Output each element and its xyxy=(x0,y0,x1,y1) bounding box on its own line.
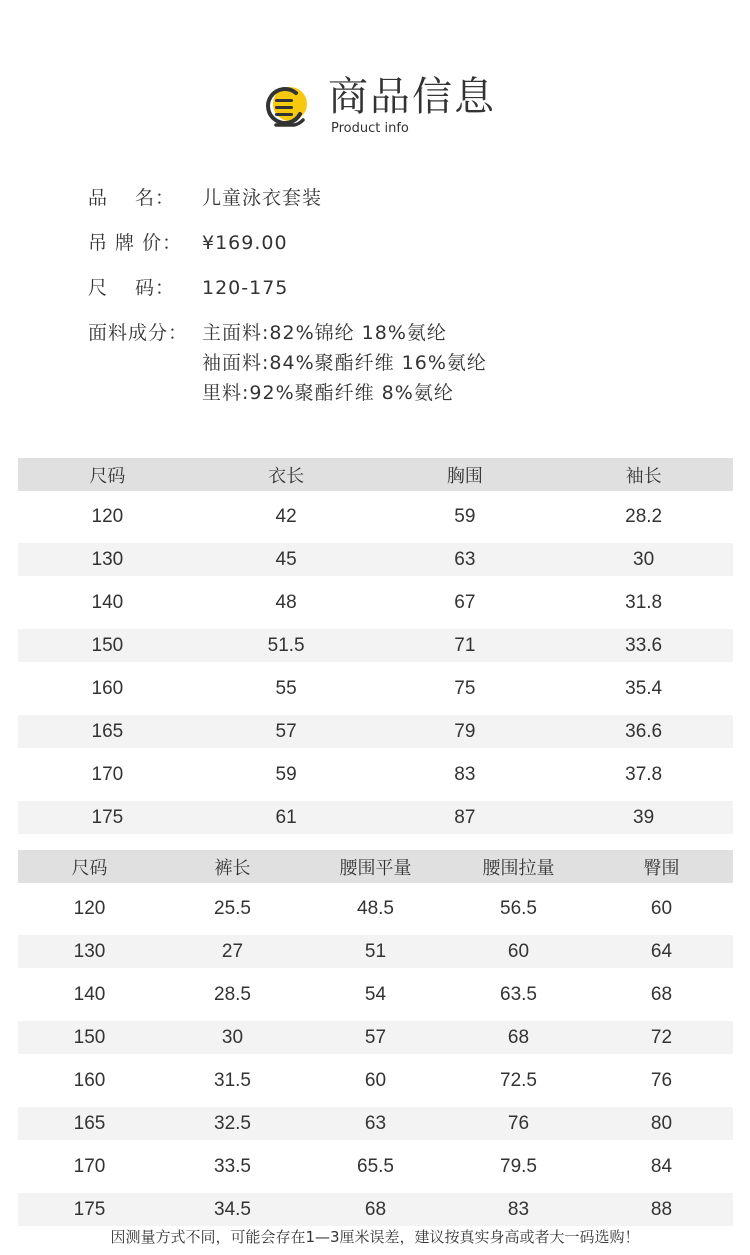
table-cell: 63 xyxy=(364,1112,387,1134)
table-cell: 39 xyxy=(633,806,655,828)
table-cell: 68 xyxy=(507,1026,530,1048)
page-subtitle: Product info xyxy=(331,121,409,136)
table-cell: 54 xyxy=(364,983,387,1005)
info-label: 品 名： xyxy=(88,187,176,209)
table-row xyxy=(18,715,733,748)
info-value-line: 120-175 xyxy=(202,277,289,299)
column-header: 尺码 xyxy=(89,465,126,487)
info-label: 面料成分： xyxy=(88,322,189,344)
table-cell: 160 xyxy=(91,677,124,699)
table-cell: 80 xyxy=(650,1112,673,1134)
table-cell: 55 xyxy=(275,677,297,699)
info-row xyxy=(88,318,688,408)
table-cell: 33.5 xyxy=(214,1155,251,1177)
table-cell: 170 xyxy=(91,763,124,785)
table-cell: 84 xyxy=(650,1155,673,1177)
table-cell: 65.5 xyxy=(357,1155,394,1177)
table-cell: 76 xyxy=(650,1069,673,1091)
table-cell: 48 xyxy=(275,591,297,613)
table-cell: 72.5 xyxy=(500,1069,537,1091)
table-cell: 57 xyxy=(275,720,297,742)
column-header: 腰围平量 xyxy=(339,857,412,879)
table-cell: 79 xyxy=(454,720,476,742)
table-cell: 42 xyxy=(275,505,297,527)
table-row xyxy=(18,629,733,662)
table-cell: 57 xyxy=(364,1026,387,1048)
table-cell: 175 xyxy=(73,1198,106,1220)
table-cell: 31.8 xyxy=(625,591,663,613)
table-cell: 63 xyxy=(454,548,476,570)
table-row xyxy=(18,935,733,968)
table-cell: 120 xyxy=(73,897,106,919)
column-header: 尺码 xyxy=(71,857,108,879)
table-row xyxy=(18,543,733,576)
table-cell: 56.5 xyxy=(500,897,537,919)
table-cell: 68 xyxy=(650,983,673,1005)
table-cell: 140 xyxy=(73,983,106,1005)
info-row xyxy=(88,273,688,303)
column-header: 臀围 xyxy=(643,857,680,879)
table-cell: 61 xyxy=(275,806,297,828)
table-cell: 51.5 xyxy=(267,634,305,656)
info-value xyxy=(202,318,487,408)
table-cell: 60 xyxy=(507,940,530,962)
info-value-line: 袖面料:84%聚酯纤维 16%氨纶 xyxy=(202,352,487,374)
info-value xyxy=(202,183,322,213)
table-cell: 37.8 xyxy=(625,763,663,785)
table-cell: 130 xyxy=(73,940,106,962)
table-row xyxy=(18,887,733,930)
product-info xyxy=(88,183,688,423)
table-cell: 83 xyxy=(454,763,476,785)
table-row xyxy=(18,495,733,538)
table-cell: 76 xyxy=(507,1112,530,1134)
table-cell: 165 xyxy=(91,720,124,742)
table-cell: 36.6 xyxy=(625,720,663,742)
info-label: 吊 牌 价： xyxy=(88,232,183,254)
table-cell: 45 xyxy=(275,548,297,570)
info-row xyxy=(88,228,688,258)
table-cell: 67 xyxy=(454,591,476,613)
column-header: 袖长 xyxy=(625,465,662,487)
info-value-line: 主面料:82%锦纶 18%氨纶 xyxy=(202,322,447,344)
table-row xyxy=(18,1107,733,1140)
table-cell: 130 xyxy=(91,548,124,570)
table-cell: 30 xyxy=(221,1026,244,1048)
table-cell: 33.6 xyxy=(625,634,663,656)
table-cell: 64 xyxy=(650,940,673,962)
table-cell: 25.5 xyxy=(214,897,251,919)
table-cell: 48.5 xyxy=(357,897,394,919)
table-row xyxy=(18,753,733,796)
table-row xyxy=(18,1145,733,1188)
info-value-line: ¥169.00 xyxy=(202,232,288,254)
size-footnote: 因测量方式不同，可能会存在1—3厘米误差，建议按真实身高或者大一码选购！ xyxy=(110,1228,640,1246)
table-cell: 170 xyxy=(73,1155,106,1177)
table-row xyxy=(18,1193,733,1226)
table-cell: 175 xyxy=(91,806,124,828)
table-cell: 51 xyxy=(364,940,387,962)
info-value-line: 儿童泳衣套装 xyxy=(202,187,323,209)
table-cell: 59 xyxy=(275,763,297,785)
table-row xyxy=(18,801,733,834)
table-cell: 71 xyxy=(454,634,476,656)
table-row xyxy=(18,973,733,1016)
table-cell: 160 xyxy=(73,1069,106,1091)
table-cell: 150 xyxy=(73,1026,106,1048)
bottom-size-table xyxy=(18,850,733,1231)
table-cell: 68 xyxy=(364,1198,387,1220)
table-cell: 35.4 xyxy=(625,677,663,699)
table-row xyxy=(18,667,733,710)
table-row xyxy=(18,1059,733,1102)
table-row xyxy=(18,1021,733,1054)
table-cell: 79.5 xyxy=(500,1155,537,1177)
column-header: 胸围 xyxy=(446,465,483,487)
table-cell: 165 xyxy=(73,1112,106,1134)
table-cell: 75 xyxy=(454,677,476,699)
table-cell: 60 xyxy=(650,897,673,919)
section-header xyxy=(0,70,750,140)
info-value xyxy=(202,273,288,303)
column-header: 裤长 xyxy=(214,857,251,879)
table-cell: 28.5 xyxy=(214,983,251,1005)
table-header-row xyxy=(18,458,733,491)
table-cell: 120 xyxy=(91,505,124,527)
table-cell: 150 xyxy=(91,634,124,656)
table-cell: 34.5 xyxy=(214,1198,251,1220)
table-cell: 31.5 xyxy=(214,1069,251,1091)
table-cell: 83 xyxy=(507,1198,530,1220)
info-row xyxy=(88,183,688,213)
table-cell: 140 xyxy=(91,591,124,613)
info-value xyxy=(202,228,288,258)
table-cell: 59 xyxy=(454,505,476,527)
table-cell: 32.5 xyxy=(214,1112,251,1134)
table-cell: 88 xyxy=(650,1198,673,1220)
table-header-row xyxy=(18,850,733,883)
table-cell: 63.5 xyxy=(500,983,537,1005)
table-cell: 87 xyxy=(454,806,476,828)
info-label: 尺 码： xyxy=(88,277,176,299)
table-cell: 28.2 xyxy=(625,505,663,527)
column-header: 腰围拉量 xyxy=(482,857,555,879)
table-cell: 60 xyxy=(364,1069,387,1091)
table-cell: 30 xyxy=(633,548,655,570)
column-header: 衣长 xyxy=(268,465,305,487)
top-size-table xyxy=(18,458,733,839)
table-cell: 27 xyxy=(221,940,244,962)
menu-lines-icon xyxy=(262,84,312,130)
info-value-line: 里料:92%聚酯纤维 8%氨纶 xyxy=(202,382,454,404)
page-title: 商品信息 xyxy=(328,74,496,120)
table-row xyxy=(18,581,733,624)
table-cell: 72 xyxy=(650,1026,673,1048)
